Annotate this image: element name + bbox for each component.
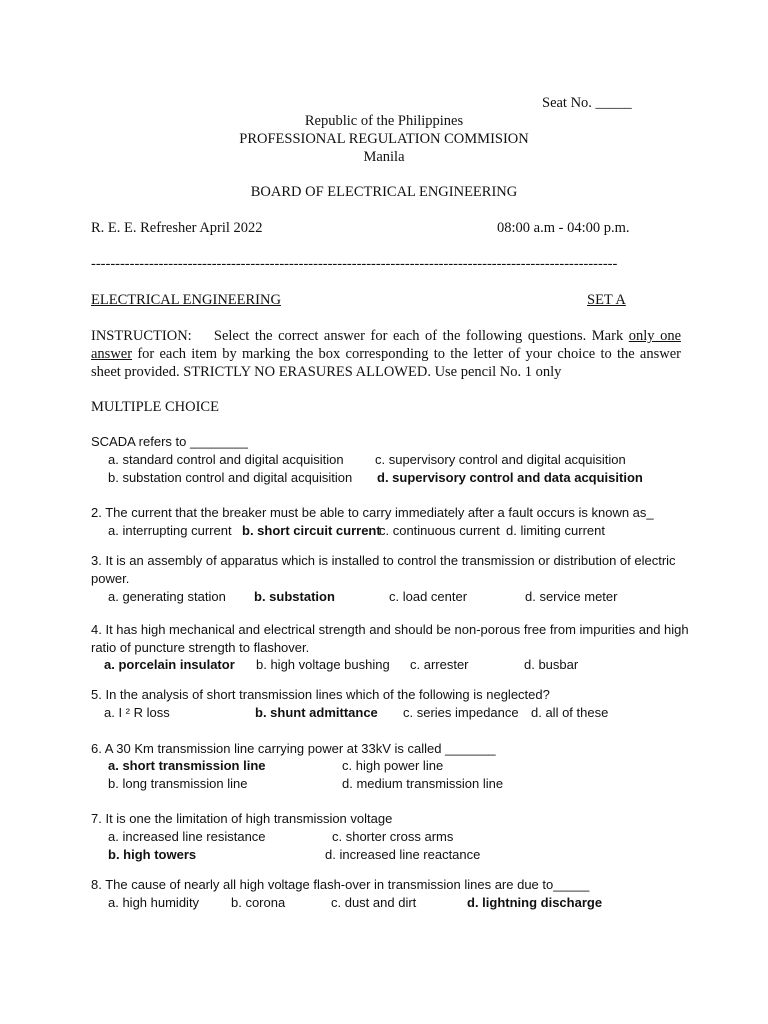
board-title: BOARD OF ELECTRICAL ENGINEERING xyxy=(250,184,518,200)
city-line: Manila xyxy=(363,149,405,165)
exam-time: 08:00 a.m - 04:00 p.m. xyxy=(497,220,630,236)
choice-d-correct: d. lightning discharge xyxy=(467,895,603,910)
choice-b-correct: b. substation xyxy=(254,589,335,604)
choice-d: d. limiting current xyxy=(506,523,605,538)
question-stem-line2: ratio of puncture strength to flashover. xyxy=(91,640,310,655)
question-stem-line1: 4. It has high mechanical and electrical strength and should be non-porous free from impurities and high xyxy=(91,622,689,637)
choice-b: b. substation control and digital acquisition xyxy=(108,470,353,485)
choice-a-correct: a. porcelain insulator xyxy=(104,657,235,672)
instruction-text-before: Select the correct answer for each of the following questions. Mark xyxy=(213,328,629,344)
question-stem: 5. In the analysis of short transmission lines which of the following is neglected? xyxy=(91,687,550,702)
choice-b-correct: b. short circuit current xyxy=(242,523,381,538)
subject-title: ELECTRICAL ENGINEERING xyxy=(91,292,281,308)
instruction-block xyxy=(91,327,681,381)
choice-a: a. high humidity xyxy=(108,895,200,910)
choice-d: d. all of these xyxy=(531,705,609,720)
choice-c: c. load center xyxy=(389,589,468,604)
choice-d: d. medium transmission line xyxy=(342,776,504,791)
choice-c: c. dust and dirt xyxy=(331,895,417,910)
instruction-text-after: for each item by marking the box corresponding to the letter of your choice to the answer sheet provided. STRICTLY NO ERASURES ALLOWED. Use pencil No. 1 only xyxy=(91,346,681,380)
question-stem: 8. The cause of nearly all high voltage flash-over in transmission lines are due to_____ xyxy=(91,877,590,892)
seat-number: Seat No. _____ xyxy=(542,95,632,111)
choice-a-correct: a. short transmission line xyxy=(108,758,266,773)
commission-line: PROFESSIONAL REGULATION COMMISION xyxy=(239,131,529,147)
choice-c: c. supervisory control and digital acquisition xyxy=(375,452,626,467)
choice-a: a. standard control and digital acquisition xyxy=(108,452,344,467)
choice-b-correct: b. shunt admittance xyxy=(255,705,378,720)
choice-d: d. busbar xyxy=(524,657,579,672)
question-stem: 7. It is one the limitation of high transmission voltage xyxy=(91,811,393,826)
instruction-label: INSTRUCTION: xyxy=(91,328,192,344)
choice-a: a. interrupting current xyxy=(108,523,232,538)
choice-c: c. series impedance xyxy=(403,705,519,720)
choice-a: a. generating station xyxy=(108,589,226,604)
choice-b: b. corona xyxy=(231,895,286,910)
choice-c: c. shorter cross arms xyxy=(332,829,454,844)
choice-c: c. high power line xyxy=(342,758,444,773)
choice-b-correct: b. high towers xyxy=(108,847,197,862)
choice-b: b. long transmission line xyxy=(108,776,248,791)
exam-name: R. E. E. Refresher April 2022 xyxy=(91,220,263,236)
choice-b: b. high voltage bushing xyxy=(256,657,390,672)
set-label: SET A xyxy=(587,292,626,308)
question-stem: 2. The current that the breaker must be able to carry immediately after a fault occurs is known as_ xyxy=(91,505,654,520)
choice-a: a. I ² R loss xyxy=(104,705,170,720)
part-title: MULTIPLE CHOICE xyxy=(91,399,219,415)
question-stem: 6. A 30 Km transmission line carrying power at 33kV is called _______ xyxy=(91,741,496,756)
instruction-underlined: only one answer xyxy=(91,328,682,362)
choice-c: c. continuous current xyxy=(379,523,500,538)
question-stem-line2: power. xyxy=(91,571,130,586)
divider-line: ------------------------------------------------------------------------------------------------------------- xyxy=(91,256,618,272)
republic-line: Republic of the Philippines xyxy=(304,113,464,129)
choice-d-correct: d. supervisory control and data acquisition xyxy=(377,470,643,485)
choice-c: c. arrester xyxy=(410,657,469,672)
choice-d: d. service meter xyxy=(525,589,618,604)
choice-d: d. increased line reactance xyxy=(325,847,481,862)
choice-a: a. increased line resistance xyxy=(108,829,266,844)
question-stem: SCADA refers to ________ xyxy=(91,434,248,449)
question-stem-line1: 3. It is an assembly of apparatus which is installed to control the transmission or distribution of electric xyxy=(91,553,676,568)
